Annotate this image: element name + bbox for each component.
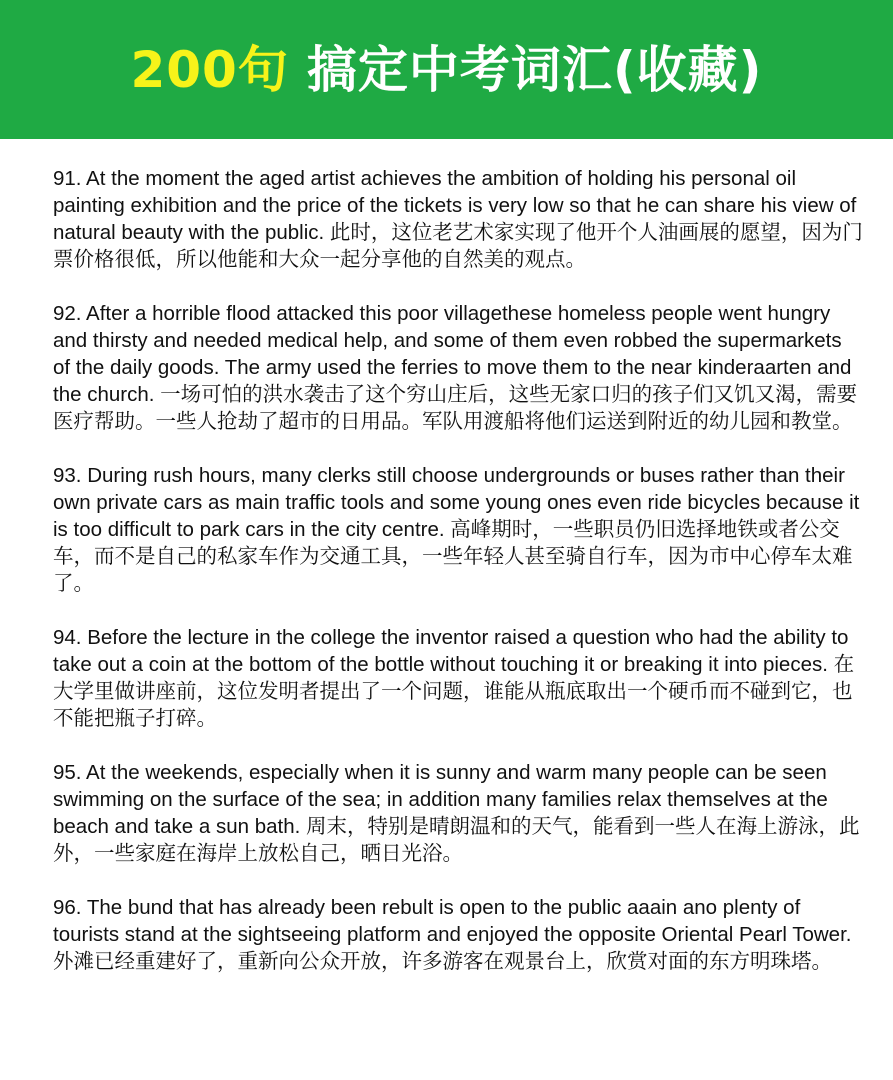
- sentence-91: 91. At the moment the aged artist achieves the ambition of holding his personal oil painting exhibition and the price of the tickets is very low so that he can share his view of natural beauty with the public. 此时，这位老艺术家实现了他开个人油画展的愿望，因为门票价格很低，所以他能和大众一起分享他的自然美的观点。: [53, 167, 863, 271]
- sentence-96: 96. The bund that has already been rebult is open to the public aaain ano plenty of tourists stand at the sightseeing platform and enjoyed the opposite Oriental Pearl Tower. 外滩已经重建好了，重新向公众开放，许多游客在观景台上，欣赏对面的东方明珠塔。: [53, 896, 852, 973]
- sentence-92: 92. After a horrible flood attacked this poor villagethese homeless people went hungry and thirsty and needed medical help, and some of them even robbed the supermarkets of the daily goods. The army used the ferries to move them to the near kinderaarten and the church. 一场可怕的洪水袭击了这个穷山庄后，这些无家口归的孩子们又饥又渴，需要医疗帮助。一些人抢劫了超市的日用品。军队用渡船将他们运送到附近的幼儿园和教堂。: [53, 302, 858, 433]
- title-main: 搞定中考词汇(收藏): [306, 40, 763, 99]
- page-title: [130, 40, 763, 99]
- sentence-94: 94. Before the lecture in the college the inventor raised a question who had the ability to take out a coin at the bottom of the bottle without touching it or breaking it into pieces. 在大学里做讲座前，这位发明者提出了一个问题，谁能从瓶底取出一个硬币而不碰到它，也不能把瓶子打碎。: [53, 626, 855, 730]
- title-banner: [0, 0, 893, 139]
- sentence-list: [53, 165, 863, 1002]
- sentence-95: 95. At the weekends, especially when it is sunny and warm many people can be seen swimming on the surface of the sea; in addition many families relax themselves at the beach and take a sun bath. 周末，特别是晴朗温和的天气，能看到一些人在海上游泳，此外，一些家庭在海岸上放松自己，晒日光浴。: [53, 761, 860, 865]
- title-accent: 200句: [130, 40, 289, 99]
- sentence-93: 93. During rush hours, many clerks still choose undergrounds or buses rather than their own private cars as main traffic tools and some young ones even ride bicycles because it is too difficult to park cars in the city centre. 高峰期时，一些职员仍旧选择地铁或者公交车，而不是自己的私家车作为交通工具，一些年轻人甚至骑自行车，因为市中心停车太难了。: [53, 464, 860, 595]
